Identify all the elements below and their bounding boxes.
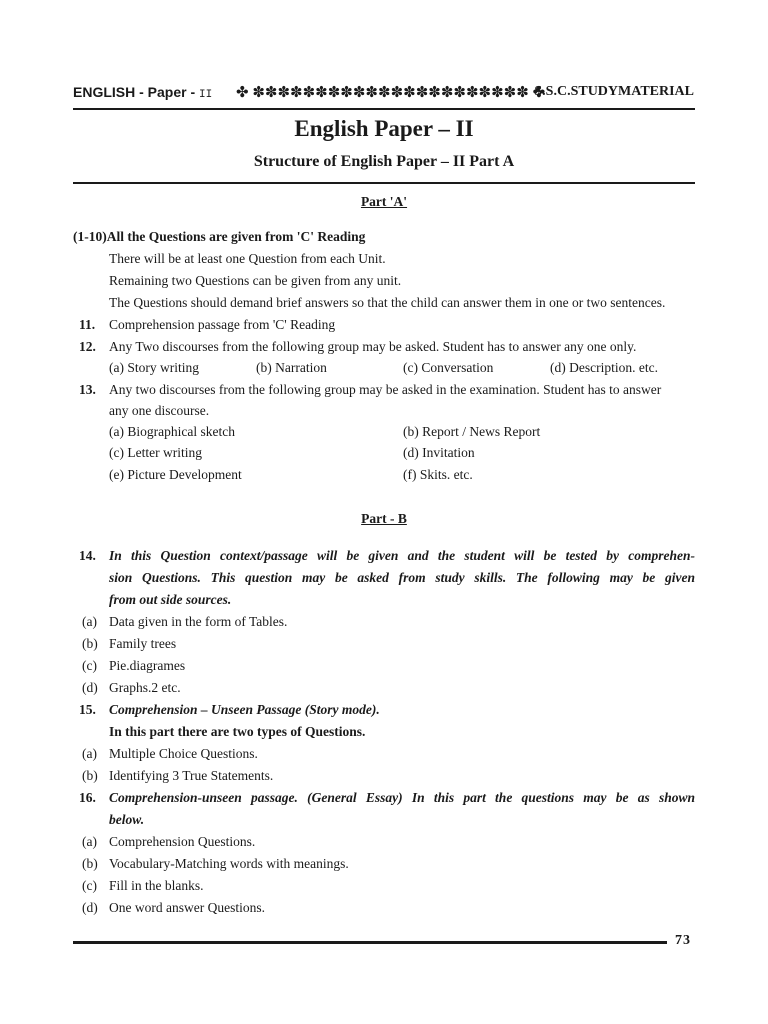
question-1-10-line-1: There will be at least one Question from each Unit. (109, 251, 386, 266)
question-16-item-label: (b) (82, 856, 98, 871)
question-14-item-text: Family trees (109, 636, 177, 651)
page-title: English Paper – II (294, 116, 474, 141)
question-14-number: 14. (79, 548, 96, 563)
page-subtitle: Structure of English Paper – II Part A (253, 153, 515, 170)
question-15-subtitle: In this part there are two types of Questions. (109, 724, 366, 739)
question-14-item-label: (a) (82, 614, 97, 629)
question-1-10-line-2: Remaining two Questions can be given from any unit. (109, 273, 402, 288)
title-divider (73, 182, 695, 184)
question-13-text-2: any one discourse. (109, 403, 210, 418)
question-16-item-label: (c) (82, 878, 97, 893)
question-14-line-1: In this Question context/passage will be given and the student will be tested by comprehen- (109, 548, 695, 563)
header-subject-label: ENGLISH - Paper - (73, 84, 196, 100)
question-12-option-c: (c) Conversation (403, 360, 494, 375)
question-14-line-2: sion Questions. This question may be asked from study skills. The following may be given (109, 570, 695, 585)
part-a-heading: Part 'A' (360, 194, 408, 209)
question-14-item-text: Graphs.2 etc. (109, 680, 181, 695)
question-13-option-a: (a) Biographical sketch (109, 424, 235, 439)
question-16-item-label: (a) (82, 834, 97, 849)
question-12-number: 12. (79, 339, 96, 354)
question-12-option-b: (b) Narration (256, 360, 327, 375)
question-12-option-d: (d) Description. etc. (550, 360, 658, 375)
header-subject-paper: II (199, 89, 213, 101)
question-14-item-text: Data given in the form of Tables. (109, 614, 288, 629)
question-1-10 (73, 229, 365, 245)
question-11-number: 11. (79, 317, 96, 332)
question-14-item-label: (d) (82, 680, 98, 695)
question-14-line-3: from out side sources. (109, 592, 232, 607)
question-16-line-1: Comprehension-unseen passage. (General Essay) In this part the questions may be as shown (109, 790, 695, 805)
question-15-title: Comprehension – Unseen Passage (Story mode). (109, 702, 380, 717)
question-13-option-f: (f) Skits. etc. (403, 467, 473, 482)
question-13-option-e: (e) Picture Development (109, 467, 242, 482)
question-14-item-text: Pie.diagrames (109, 658, 186, 673)
header-study-material: S.S.C.STUDYMATERIAL (534, 84, 694, 99)
question-14-item-label: (b) (82, 636, 98, 651)
question-13-option-c: (c) Letter writing (109, 445, 202, 460)
question-14-item-label: (c) (82, 658, 97, 673)
question-13-option-d: (d) Invitation (403, 445, 475, 460)
question-15-item-text: Identifying 3 True Statements. (109, 768, 274, 783)
question-16-number: 16. (79, 790, 96, 805)
question-12-option-a: (a) Story writing (109, 360, 199, 375)
question-15-number: 15. (79, 702, 96, 717)
question-13-text-1: Any two discourses from the following group may be asked in the examination. Student has to answer (109, 382, 662, 397)
footer-divider (73, 941, 667, 944)
question-16-item-text: Vocabulary-Matching words with meanings. (109, 856, 349, 871)
header-subject (73, 84, 212, 101)
question-15-item-text: Multiple Choice Questions. (109, 746, 258, 761)
page-number: 73 (675, 933, 691, 948)
question-16-item-label: (d) (82, 900, 98, 915)
question-15-item-label: (a) (82, 746, 97, 761)
question-1-10-text: All the Questions are given from 'C' Reading (106, 229, 366, 244)
question-12-text: Any Two discourses from the following group may be asked. Student has to answer any one only. (109, 339, 637, 354)
header-ornament: ✤ ✽✽✽✽✽✽✽✽✽✽✽✽✽✽✽✽✽✽✽✽✽✽ ✤ (236, 85, 546, 101)
question-11-text: Comprehension passage from 'C' Reading (109, 317, 336, 332)
question-16-line-2: below. (109, 812, 145, 827)
question-13-option-b: (b) Report / News Report (403, 424, 541, 439)
question-13-number: 13. (79, 382, 96, 397)
part-b-heading: Part - B (361, 511, 407, 526)
question-16-item-text: Fill in the blanks. (109, 878, 204, 893)
question-1-10-number: (1-10) (73, 229, 107, 244)
question-1-10-line-3: The Questions should demand brief answers so that the child can answer them in one or two sentences. (109, 295, 666, 310)
header-divider (73, 108, 695, 110)
question-15-item-label: (b) (82, 768, 98, 783)
question-16-item-text: Comprehension Questions. (109, 834, 256, 849)
question-16-item-text: One word answer Questions. (109, 900, 265, 915)
